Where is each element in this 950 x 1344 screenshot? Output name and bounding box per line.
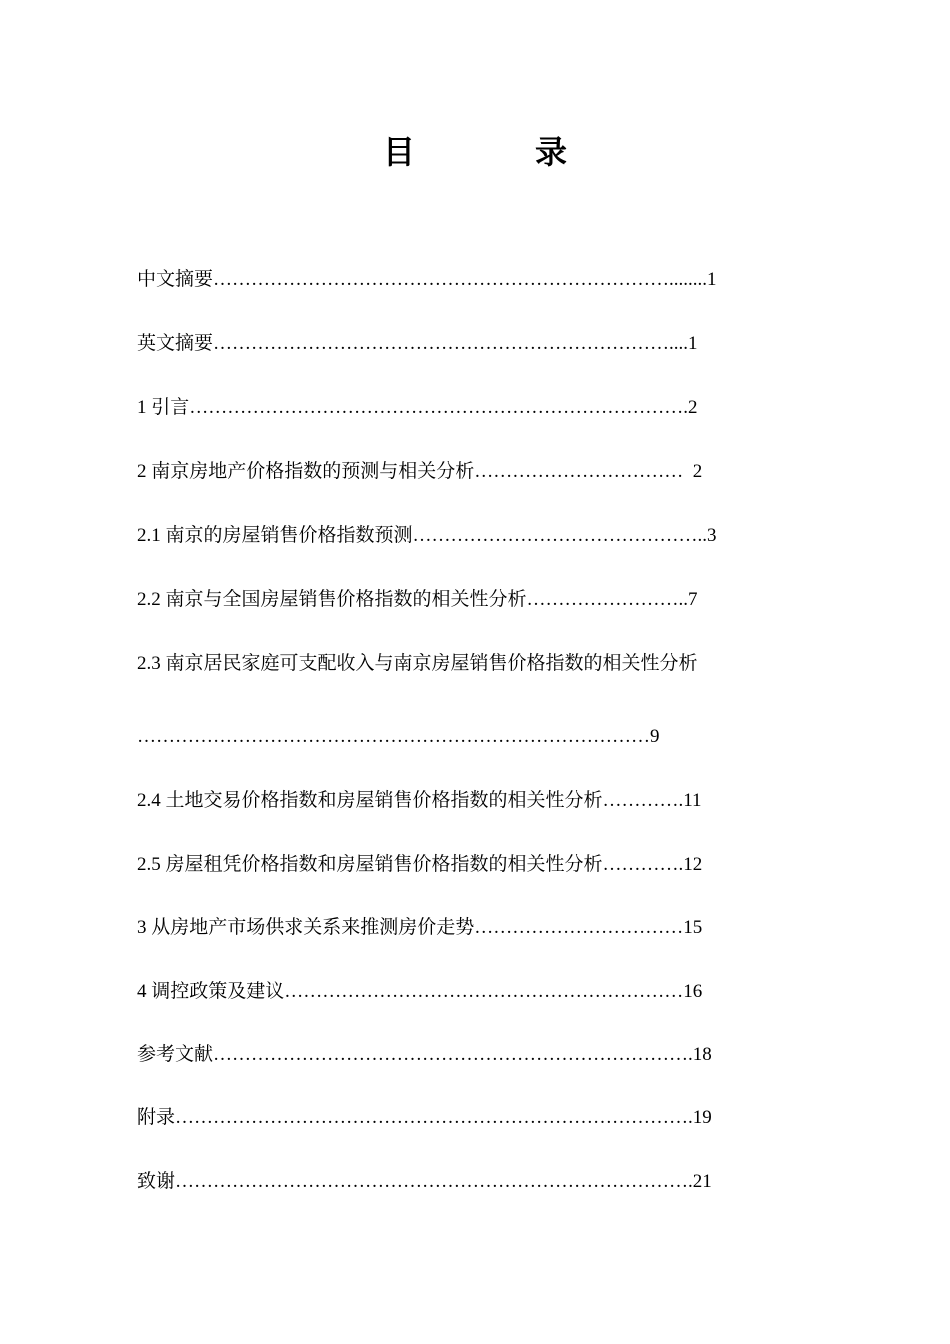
toc-entry-section-2-3-continued[interactable]	[137, 721, 660, 753]
toc-entry-page: .11	[678, 790, 702, 811]
toc-entry-page: .12	[678, 854, 703, 875]
toc-entry-page: 15	[683, 917, 703, 938]
toc-entry-leader: ………………………………………	[412, 525, 698, 546]
toc-entry-appendix[interactable]	[137, 1102, 712, 1134]
toc-entry-label: 2.2 南京与全国房屋销售价格指数的相关性分析	[137, 589, 527, 610]
toc-entry-label: 1 引言	[137, 397, 190, 418]
toc-entry-label: 4 调控政策及建议	[137, 981, 285, 1002]
toc-entry-section-2-5[interactable]	[137, 849, 702, 881]
toc-entry-page: ..7	[678, 589, 698, 610]
toc-entry-leader: ……………………………	[474, 917, 684, 938]
toc-entry-page: .18	[688, 1044, 712, 1065]
toc-entry-chinese-abstract[interactable]	[137, 264, 717, 296]
toc-entry-leader: …………………………………………………………………	[213, 1044, 689, 1065]
toc-entry-leader: ………………………………………………………………………	[175, 1107, 689, 1128]
toc-entry-section-2-2[interactable]	[137, 584, 698, 616]
toc-entry-leader: ………………………………………………………………	[213, 269, 670, 290]
toc-entry-english-abstract[interactable]	[137, 328, 698, 360]
toc-entry-leader: ……………………………………………………………………	[189, 397, 684, 418]
toc-entry-leader: ………………………………………………………………	[213, 333, 670, 354]
toc-entry-label: 附录	[137, 1107, 176, 1128]
toc-entry-section-2[interactable]	[137, 456, 702, 488]
toc-entry-leader: ………………………………………………………	[284, 981, 684, 1002]
toc-entry-acknowledgements[interactable]	[137, 1166, 712, 1198]
toc-entry-label: 中文摘要	[137, 269, 214, 290]
toc-entry-label: 2 南京房地产价格指数的预测与相关分析	[137, 461, 475, 482]
toc-entry-section-2-1[interactable]	[137, 520, 717, 552]
toc-entry-leader: ……………………	[526, 589, 679, 610]
toc-entry-page: ........1	[669, 269, 717, 290]
toc-entry-leader: ………………………………………………………………………	[175, 1171, 689, 1192]
toc-entry-section-2-3[interactable]	[137, 648, 698, 680]
toc-entry-section-3[interactable]	[137, 912, 702, 944]
page-title: 目 录	[382, 134, 611, 170]
toc-entry-label: 2.4 土地交易价格指数和房屋销售价格指数的相关性分析	[137, 790, 603, 811]
toc-entry-page: .2	[683, 397, 698, 418]
toc-entry-page: 9	[650, 726, 660, 747]
toc-entry-label: 致谢	[137, 1171, 176, 1192]
toc-entry-leader: ………………………………………………………………………	[137, 726, 650, 747]
toc-entry-section-4[interactable]	[137, 976, 702, 1008]
toc-entry-section-2-4[interactable]	[137, 785, 702, 817]
toc-entry-introduction[interactable]	[137, 392, 698, 424]
toc-entry-label: 2.5 房屋租凭价格指数和房屋销售价格指数的相关性分析	[137, 854, 603, 875]
toc-entry-page: ..3	[697, 525, 717, 546]
toc-entry-leader: …………	[602, 790, 679, 811]
toc-entry-page: 16	[683, 981, 703, 1002]
toc-entry-leader: …………	[602, 854, 679, 875]
toc-entry-label: 英文摘要	[137, 333, 214, 354]
toc-entry-page: 2	[683, 461, 703, 482]
toc-entry-page: .21	[688, 1171, 712, 1192]
toc-entry-label: 3 从房地产市场供求关系来推测房价走势	[137, 917, 475, 938]
toc-entry-label: 2.3 南京居民家庭可支配收入与南京房屋销售价格指数的相关性分析	[137, 653, 698, 674]
toc-entry-leader: ……………………………	[474, 461, 684, 482]
toc-entry-label: 2.1 南京的房屋销售价格指数预测	[137, 525, 413, 546]
toc-entry-label: 参考文献	[137, 1044, 214, 1065]
toc-entry-page: ....1	[669, 333, 698, 354]
toc-entry-page: .19	[688, 1107, 712, 1128]
toc-entry-references[interactable]	[137, 1039, 712, 1071]
